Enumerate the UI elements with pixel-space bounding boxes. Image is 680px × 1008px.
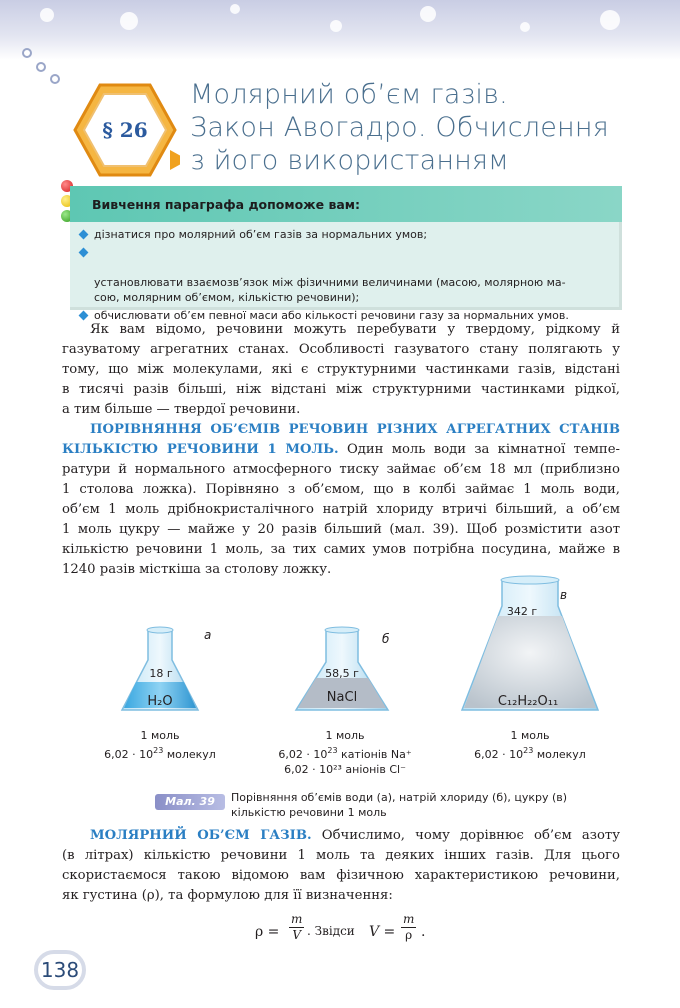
decor-bubble	[330, 20, 342, 32]
flask-particles: 6,02 · 10²³ аніонів Cl⁻	[284, 763, 406, 776]
flask-formula: NaCl	[326, 690, 358, 705]
caption-text: Порівняння об’ємів води (а), натрій хлориду (б), цукру (в) кількістю речовини 1 моль	[231, 791, 568, 819]
flask-particles: $6,02 \cdot 10^{23}$ катіонів Na⁺	[278, 746, 412, 761]
text-line: кількістю речовини 1 моль, за тих самих умов потрібна посудина, майже в	[62, 542, 620, 557]
goals-heading: Вивчення параграфа допоможе вам:	[70, 186, 622, 222]
text-line: Як вам відомо, речовини можуть перебувати у твердому, рідкому й	[90, 322, 620, 337]
figure-39	[90, 570, 610, 780]
text-line: (в літрах) кількістю речовини 1 моль та деяких інших газів. Для цього	[62, 848, 620, 863]
bullet-icon	[79, 311, 89, 321]
text-line	[62, 440, 620, 460]
decor-bubble	[230, 4, 240, 14]
flask-mass: 58,5 г	[325, 667, 359, 680]
text-line: а тим більше — твердої речовини.	[62, 402, 301, 417]
flask-letter: а	[204, 628, 212, 642]
title-line: Молярний об’єм газів.	[190, 79, 508, 110]
decor-bubble	[420, 6, 436, 22]
text-line: газуватому агрегатних станах. Особливості газуватого стану полягають у	[62, 342, 620, 357]
section-heading: КІЛЬКІСТЮ РЕЧОВИНИ 1 МОЛЬ.	[62, 442, 339, 457]
text-line: в тисячі разів більші, ніж відстані між структурними частинками рідкої,	[62, 382, 620, 397]
fraction: $\frac{m}{V}$	[291, 912, 303, 942]
section-heading: МОЛЯРНИЙ ОБ’ЄМ ГАЗІВ.	[90, 828, 312, 843]
figure-tag: Мал. 39	[155, 794, 225, 810]
section-heading: ПОРІВНЯННЯ ОБ’ЄМІВ РЕЧОВИН РІЗНИХ АГРЕГАТНИХ СТАНІВ	[90, 422, 620, 437]
decor-bubble	[120, 12, 138, 30]
text-line: скористаємося такою відомою вам фізичною характеристикою речовини,	[62, 868, 620, 883]
flask-caption	[90, 728, 230, 762]
text-line: 1 столова ложка). Порівняно з об’ємом, що в колбі займає 1 моль води,	[62, 482, 620, 497]
flask-sugar	[462, 576, 598, 710]
fraction: $\frac{m}{\rho}$	[403, 912, 415, 942]
text-run: Один моль води за кімнатної темпе-	[346, 442, 620, 457]
decor-bubble	[40, 8, 54, 22]
section-number: § 26	[102, 118, 148, 142]
goals-list	[70, 222, 622, 322]
decor-bubble	[600, 10, 620, 30]
text-line: як густина (ρ), та формулою для її визначення:	[62, 888, 393, 903]
goal-text: установлювати взаємозв’язок між фізичними величинами (масою, молярною ма- сою, молярним об’ємом, кількістю речовини);	[94, 276, 566, 304]
decor-molecule	[36, 62, 46, 72]
flask-letter: б	[382, 632, 390, 646]
flask-amount: 1 моль	[140, 729, 180, 742]
section-badge	[70, 80, 180, 180]
decor-molecule	[22, 48, 32, 58]
decor-bubble	[520, 22, 530, 32]
flask-caption	[260, 728, 430, 777]
goal-item	[78, 227, 611, 242]
title-line: Закон Авогадро. Обчислення	[190, 112, 609, 143]
comparison-paragraph	[62, 420, 620, 580]
goal-text: дізнатися про молярний об’єм газів за нормальних умов;	[94, 228, 428, 241]
text-line: об’єм 1 моль дрібнокристалічного натрій хлориду втричі більший, а об’єм	[62, 502, 620, 517]
molar-volume-paragraph	[62, 826, 620, 906]
flask-amount: 1 моль	[325, 729, 365, 742]
text-line: 1 моль цукру — майже у 20 разів більший (мал. 39). Щоб розмістити азот	[62, 522, 620, 537]
bullet-icon	[79, 248, 89, 258]
formula-end: .	[421, 924, 426, 940]
flask-formula: H₂O	[147, 694, 173, 709]
formula-v: V =	[369, 924, 396, 940]
bullet-icon	[79, 230, 89, 240]
flask-particles: $6,02 \cdot 10^{23}$ молекул	[474, 746, 586, 761]
intro-paragraph	[62, 320, 620, 420]
learning-goals-box	[70, 186, 622, 322]
flask-formula: C₁₂H₂₂O₁₁	[497, 694, 559, 709]
formula-text: . Звідси	[307, 924, 355, 938]
text-line: 1240 разів місткіша за столову ложку.	[62, 562, 332, 577]
page-title	[190, 78, 650, 177]
text-line: ратури й нормального атмосферного тиску займає об’єм 18 мл (приблизно	[62, 462, 620, 477]
formula-rho: ρ =	[255, 924, 280, 940]
flask-mass: 342 г	[506, 605, 538, 618]
density-formula	[255, 912, 455, 952]
flask-letter: в	[560, 588, 568, 602]
goal-text: обчислювати об’єм певної маси або кількості речовини газу за нормальних умов.	[94, 309, 569, 322]
decor-molecule	[50, 74, 60, 84]
flask-caption	[450, 728, 610, 762]
flask-amount: 1 моль	[510, 729, 550, 742]
flask-particles: $6,02 \cdot 10^{23}$ молекул	[104, 746, 216, 761]
text-line	[62, 826, 620, 846]
title-line: з його використанням	[190, 145, 509, 176]
goal-item	[78, 245, 611, 305]
text-line: тому, що між молекулами, які є структурними частинками газів, відстані	[62, 362, 620, 377]
text-run: Обчислимо, чому дорівнює об’єм азоту	[321, 828, 620, 843]
flask-mass: 18 г	[149, 667, 173, 680]
page-number: 138	[34, 950, 86, 990]
